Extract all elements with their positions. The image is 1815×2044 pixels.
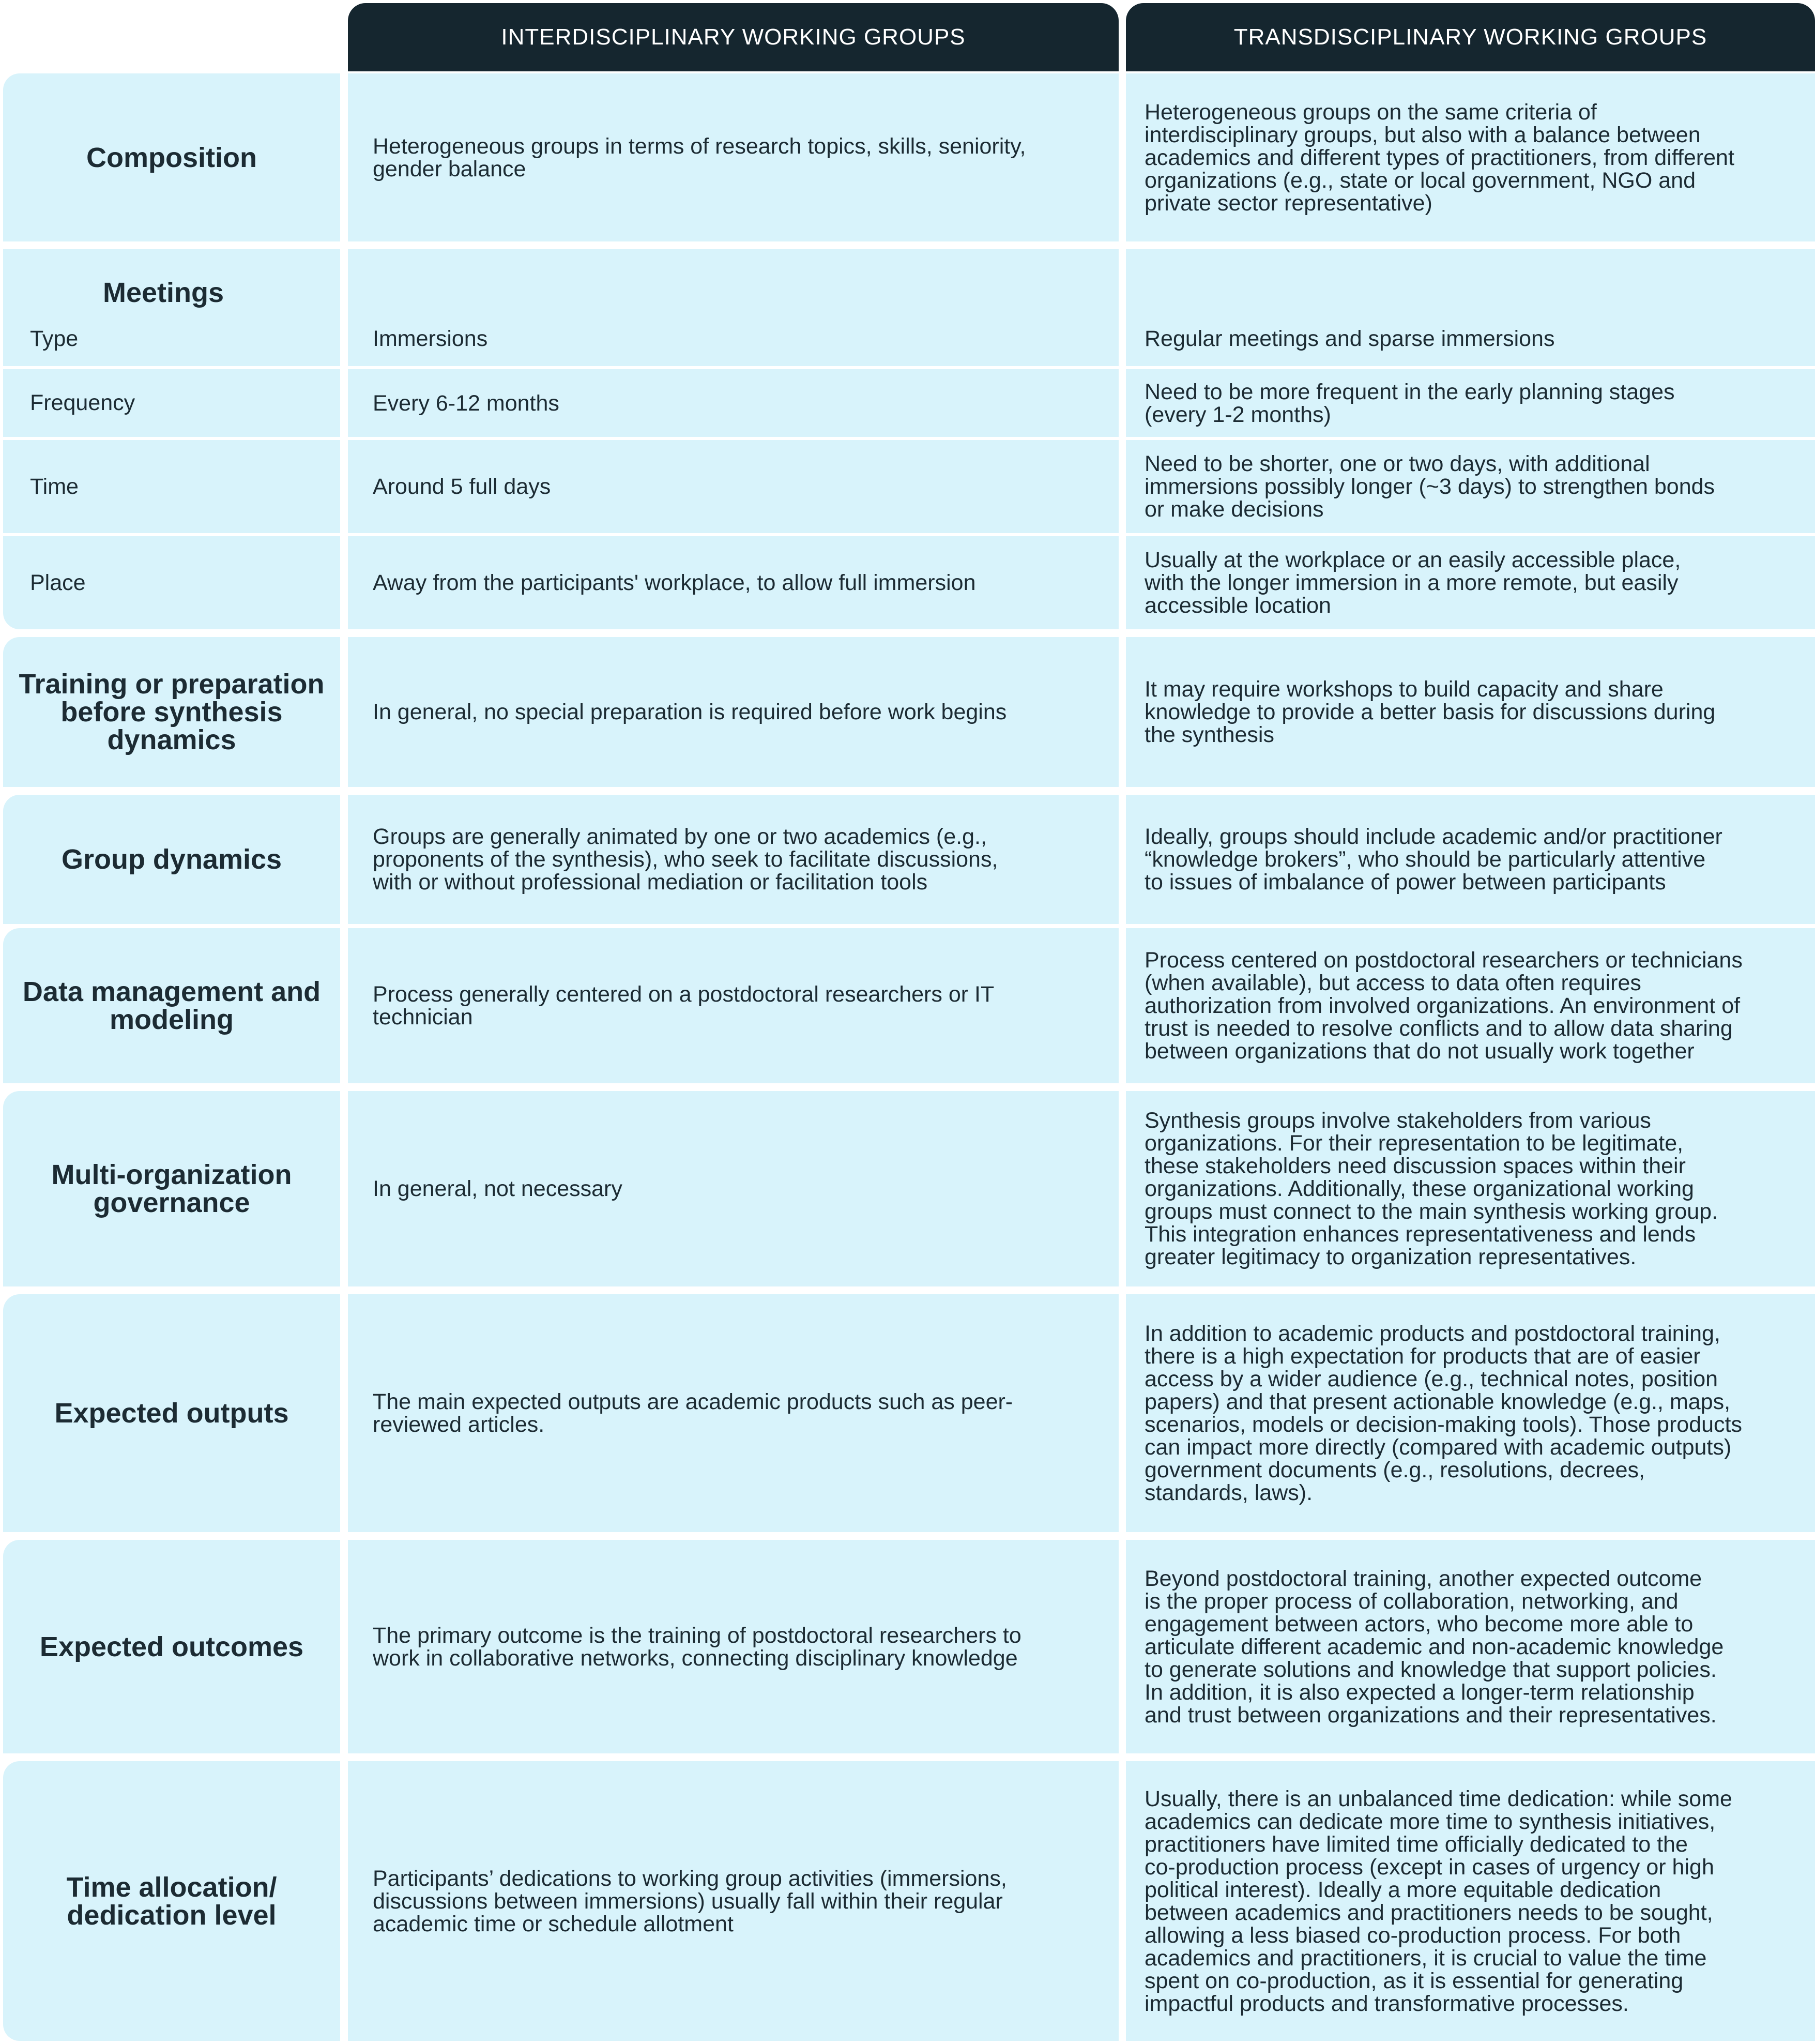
row-label-meetings-type: Type: [3, 249, 340, 366]
cell-expected-outcomes-trans: Beyond postdoctoral training, another expected outcome is the proper process of collaboration, networking, and engagement between actors, who become more able to articulate different academic and non-academic knowledge to generate solutions and knowledge that support policies. In addition, it is also expected a longer-term relationship and trust between organizations and their representatives.: [1126, 1540, 1815, 1753]
cell-composition-trans: Heterogeneous groups on the same criteria of interdisciplinary groups, but also with a balance between academics and different types of practitioners, from different organizations (e.g., state or local government, NGO and private sector representative): [1126, 73, 1815, 241]
row-label-meetings: Meetings: [102, 277, 224, 308]
row-label-time-allocation: Time allocation/ dedication level: [3, 1761, 340, 2041]
cell-training-trans: It may require workshops to build capacity and share knowledge to provide a better basis for discussions during the synthesis: [1126, 637, 1815, 787]
row-label-meetings-frequency: Frequency: [3, 369, 340, 437]
column-header-interdisciplinary: INTERDISCIPLINARY WORKING GROUPS: [348, 3, 1119, 71]
row-label-expected-outputs: Expected outputs: [3, 1294, 340, 1532]
column-header-transdisciplinary: TRANSDISCIPLINARY WORKING GROUPS: [1126, 3, 1815, 71]
cell-meetings-place-inter: Away from the participants' workplace, to allow full immersion: [348, 536, 1119, 629]
cell-governance-inter: In general, not necessary: [348, 1091, 1119, 1286]
cell-time-allocation-trans: Usually, there is an unbalanced time dedication: while some academics can dedicate more time to synthesis initiatives, practitioners have limited time officially dedicated to the co-production process (except in cases of urgency or high political interest). Ideally a more equitable dedication between academics and practitioners needs to be sought, allowing a less biased co-production process. For both academics and practitioners, it is crucial to value the time spent on co-production, as it is essential for generating impactful products and transformative processes.: [1126, 1761, 1815, 2041]
cell-meetings-time-trans: Need to be shorter, one or two days, with additional immersions possibly longer (~3 days) to strengthen bonds or make decisions: [1126, 440, 1815, 533]
row-label-meetings-time: Time: [3, 440, 340, 533]
row-label-governance: Multi-organization governance: [3, 1091, 340, 1286]
cell-time-allocation-inter: Participants’ dedications to working group activities (immersions, discussions between immersions) usually fall within their regular academic time or schedule allotment: [348, 1761, 1119, 2041]
cell-meetings-place-trans: Usually at the workplace or an easily accessible place, with the longer immersion in a more remote, but easily accessible location: [1126, 536, 1815, 629]
cell-meetings-frequency-trans: Need to be more frequent in the early planning stages (every 1-2 months): [1126, 369, 1815, 437]
row-label-expected-outcomes: Expected outcomes: [3, 1540, 340, 1753]
cell-expected-outputs-trans: In addition to academic products and postdoctoral training, there is a high expectation for products that are of easier access by a wider audience (e.g., technical notes, position papers) and that present actionable knowledge (e.g., maps, scenarios, models or decision-making tools). Those products can impact more directly (compared with academic outputs) government documents (e.g., resolutions, decrees, standards, laws).: [1126, 1294, 1815, 1532]
cell-meetings-frequency-inter: Every 6-12 months: [348, 369, 1119, 437]
row-label-composition: Composition: [3, 73, 340, 241]
cell-governance-trans: Synthesis groups involve stakeholders from various organizations. For their representation to be legitimate, these stakeholders need discussion spaces within their organizations. Additionally, these organizational working groups must connect to the main synthesis working group. This integration enhances representativeness and lends greater legitimacy to organization representatives.: [1126, 1091, 1815, 1286]
cell-composition-inter: Heterogeneous groups in terms of research topics, skills, seniority, gender balance: [348, 73, 1119, 241]
cell-meetings-type-trans: Regular meetings and sparse immersions: [1126, 249, 1815, 366]
cell-data-management-inter: Process generally centered on a postdoctoral researchers or IT technician: [348, 928, 1119, 1083]
row-label-meetings-place: Place: [3, 536, 340, 629]
row-label-data-management: Data management and modeling: [3, 928, 340, 1083]
cell-group-dynamics-trans: Ideally, groups should include academic and/or practitioner “knowledge brokers”, who should be particularly attentive to issues of imbalance of power between participants: [1126, 795, 1815, 924]
row-label-group-dynamics: Group dynamics: [3, 795, 340, 924]
row-label-training: Training or preparation before synthesis dynamics: [3, 637, 340, 787]
cell-meetings-time-inter: Around 5 full days: [348, 440, 1119, 533]
cell-meetings-type-inter: Immersions: [348, 249, 1119, 366]
cell-group-dynamics-inter: Groups are generally animated by one or two academics (e.g., proponents of the synthesis), who seek to facilitate discussions, with or without professional mediation or facilitation tools: [348, 795, 1119, 924]
cell-expected-outcomes-inter: The primary outcome is the training of postdoctoral researchers to work in collaborative networks, connecting disciplinary knowledge: [348, 1540, 1119, 1753]
cell-training-inter: In general, no special preparation is required before work begins: [348, 637, 1119, 787]
cell-expected-outputs-inter: The main expected outputs are academic products such as peer- reviewed articles.: [348, 1294, 1119, 1532]
cell-data-management-trans: Process centered on postdoctoral researchers or technicians (when available), but access to data often requires authorization from involved organizations. An environment of trust is needed to resolve conflicts and to allow data sharing between organizations that do not usually work together: [1126, 928, 1815, 1083]
